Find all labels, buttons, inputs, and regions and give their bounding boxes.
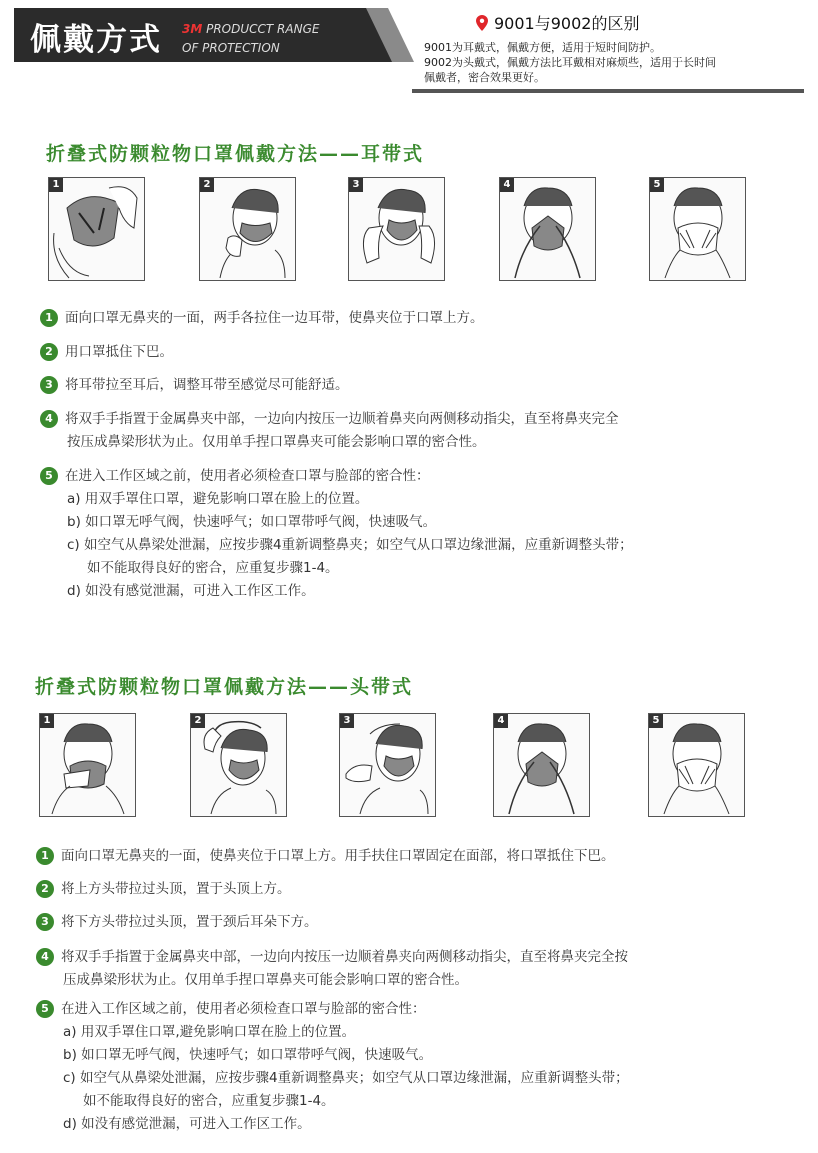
head-step-3-illustration: 3 bbox=[339, 713, 436, 817]
ear-step-4-text: 4 将双手手指置于金属鼻夹中部，一边向内按压一边顺着鼻夹向两侧移动指尖，直至将鼻夹完全 按压成鼻梁形状为止。仅用单手捏口罩鼻夹可能会影响口罩的密合性。 bbox=[40, 408, 760, 454]
ear-step-4-illustration: 4 bbox=[499, 177, 596, 281]
difference-title: 9001与9002的区别 bbox=[476, 11, 804, 34]
head-step-5-text: 5 在进入工作区域之前，使用者必须检查口罩与脸部的密合性： a) 用双手罩住口罩,避免影响口罩在脸上的位置。 b) 如口罩无呼气阀，快速呼气；如口罩带呼气阀，快速吸气。 c) 如空气从鼻梁处泄漏，应按步骤4重新调整鼻夹；如空气从口罩边缘泄漏，应重新调整头带； 如不能取得良好的密合，应重复步骤1-4。 d) 如没有感觉泄漏，可进入工作区工作。 bbox=[36, 998, 756, 1136]
head-step-1-illustration: 1 bbox=[39, 713, 136, 817]
divider bbox=[412, 89, 804, 93]
brand-logo-text: 3M bbox=[182, 22, 203, 36]
ear-step-2-illustration: 2 bbox=[199, 177, 296, 281]
head-section-title: 折叠式防颗粒物口罩佩戴方法——头带式 bbox=[35, 676, 414, 698]
head-step-3-text: 3 将下方头带拉过头顶，置于颈后耳朵下方。 bbox=[36, 911, 756, 934]
head-step-2-illustration: 2 bbox=[190, 713, 287, 817]
page-title: 佩戴方式 bbox=[30, 22, 162, 58]
head-step-4-text: 4 将双手手指置于金属鼻夹中部，一边向内按压一边顺着鼻夹向两侧移动指尖，直至将鼻夹完全按 压成鼻梁形状为止。仅用单手捏口罩鼻夹可能会影响口罩的密合性。 bbox=[36, 946, 756, 992]
header-banner bbox=[14, 8, 412, 62]
header-subtitle-2: OF PROTECTION bbox=[182, 41, 280, 55]
ear-section-title: 折叠式防颗粒物口罩佩戴方法——耳带式 bbox=[46, 143, 425, 165]
difference-note bbox=[424, 11, 804, 85]
header-subtitle-1: 3M PRODUCCT RANGE bbox=[182, 22, 320, 36]
head-step-1-text: 1 面向口罩无鼻夹的一面，使鼻夹位于口罩上方。用手扶住口罩固定在面部，将口罩抵住下巴。 bbox=[36, 845, 756, 868]
ear-step-5-illustration: 5 bbox=[649, 177, 746, 281]
head-step-5-illustration: 5 bbox=[648, 713, 745, 817]
ear-step-1-text: 1 面向口罩无鼻夹的一面，两手各拉住一边耳带，使鼻夹位于口罩上方。 bbox=[40, 307, 760, 330]
head-step-2-text: 2 将上方头带拉过头顶，置于头顶上方。 bbox=[36, 878, 756, 901]
location-pin-icon bbox=[476, 15, 488, 31]
difference-text: 9001为耳戴式，佩戴方便，适用于短时间防护。 9002为头戴式，佩戴方法比耳戴相对麻烦些，适用于长时间 佩戴者，密合效果更好。 bbox=[424, 41, 716, 84]
ear-step-5-text: 5 在进入工作区域之前，使用者必须检查口罩与脸部的密合性： a) 用双手罩住口罩，避免影响口罩在脸上的位置。 b) 如口罩无呼气阀，快速呼气；如口罩带呼气阀，快速吸气。 c) 如空气从鼻梁处泄漏，应按步骤4重新调整鼻夹；如空气从口罩边缘泄漏，应重新调整头带； 如不能取得良好的密合，应重复步骤1-4。 d) 如没有感觉泄漏，可进入工作区工作。 bbox=[40, 465, 760, 603]
ear-step-3-text: 3 将耳带拉至耳后，调整耳带至感觉尽可能舒适。 bbox=[40, 374, 760, 397]
head-step-4-illustration: 4 bbox=[493, 713, 590, 817]
ear-step-2-text: 2 用口罩抵住下巴。 bbox=[40, 341, 760, 364]
ear-step-3-illustration: 3 bbox=[348, 177, 445, 281]
ear-step-1-illustration: 1 bbox=[48, 177, 145, 281]
